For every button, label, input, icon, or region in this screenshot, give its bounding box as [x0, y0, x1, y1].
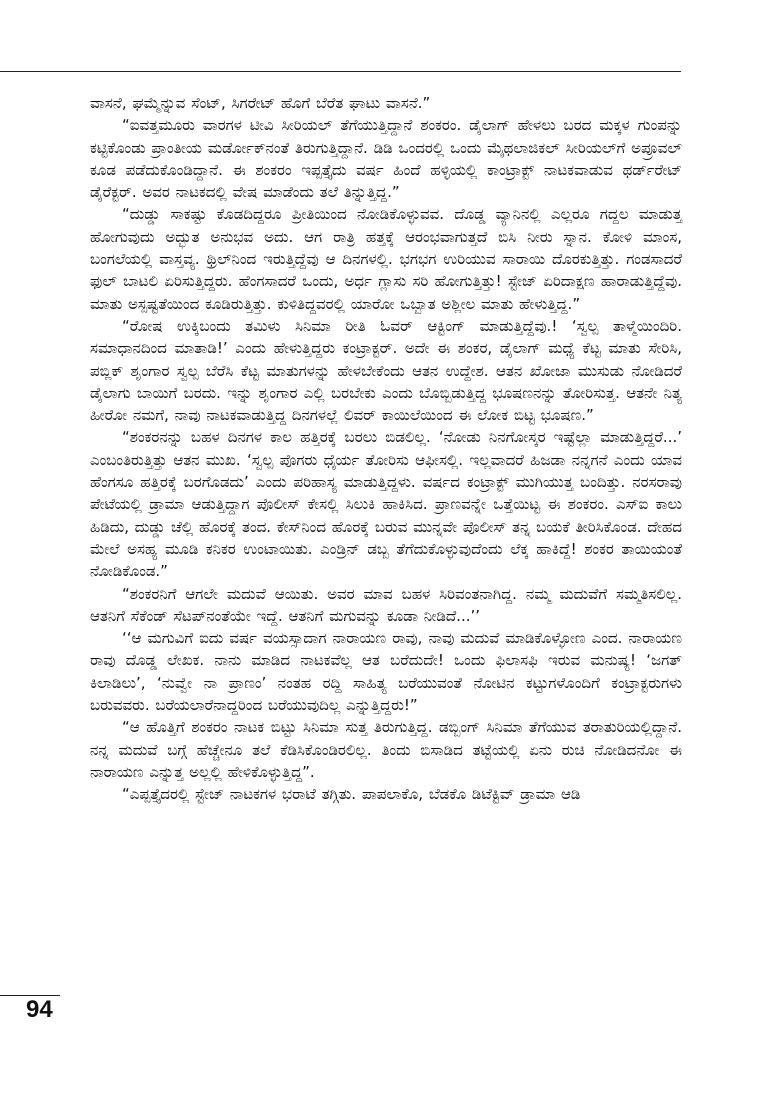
paragraph: “ಎಪ್ಪತ್ತೈದರಲ್ಲಿ ಸ್ಟೇಜ್ ನಾಟಕಗಳ ಭರಾಟೆ ತಗ್ಗಿತು. ಪಾಪಲಾಕೊ, ಬೆಡಕೊ ಡಿಟೆಕ್ಟಿವ್ ಡ್ರಾಮಾ ಆಡಿ [122, 785, 581, 804]
paragraph: “ರೋಷ ಉಕ್ಕಿಬಂದು ತಮಿಳು ಸಿನಿಮಾ ರೀತಿ ಓವರ್ ಆಕ್ಟಿಂಗ್ ಮಾಡುತ್ತಿದ್ದೆವು.! ‘ಸ್ವಲ್ಪ ತಾಳ್ಮೆಯಿಂದಿರಿ. ಸಮಾಧಾನದಿಂದ ಮಾತಾಡಿ!’ ಎಂದು ಹೇಳುತ್ತಿದ್ದರು ಕಂಟ್ರಾಕ್ಟರ್. ಅದೇ ಈ ಶಂಕರ, ಡೈಲಾಗ್ ಮಧ್ಯೆ ಕೆಟ್ಟ ಮಾತು ಸೇರಿಸಿ, ಪಬ್ಲಿಕ್ ಶೃಂಗಾರ ಸ್ವಲ್ಪ ಬೆರೆಸಿ ಕೆಟ್ಟ ಮಾತುಗಳನ್ನು ಹೇಳಬೇಕೆಂದು ಆತನ ಉದ್ದೇಶ. ಆತನ ಖೋಜಾ ಮುಸುಡು ನೋಡಿದರೆ ಡೈಲಾಗು ಬಾಯಿಗೆ ಬರದು. ಇನ್ನು ಶೃಂಗಾರ ಎಲ್ಲಿ ಬರಬೇಕು ಎಂದು ಬೊಬ್ಬಿಡುತ್ತಿದ್ದ ಭೂಷಣನನ್ನು ತೋರಿಸುತ್ತ. ಆತನೇ ನಿತ್ಯ ಹೀರೋ ನಮಗೆ, ನಾವು ನಾಟಕವಾಡುತ್ತಿದ್ದ ದಿನಗಳಲ್ಲೆ ಲಿವರ್ ಕಾಯಿಲೆಯಿಂದ ಈ ಲೋಕ ಬಿಟ್ಟ ಭೂಷಣ.” [90, 316, 682, 425]
paragraph: “ಆ ಹೊತ್ತಿಗೆ ಶಂಕರಂ ನಾಟಕ ಬಿಟ್ಟು ಸಿನಿಮಾ ಸುತ್ತ ತಿರುಗುತ್ತಿದ್ದ. ಡಬ್ಬಿಂಗ್ ಸಿನಿಮಾ ತೆಗೆಯುವ ತರಾತುರಿಯಲ್ಲಿದ್ದಾನೆ. ನನ್ನ ಮದುವೆ ಬಗ್ಗೆ ಹೆಚ್ಚೇನೂ ತಲೆ ಕೆಡಿಸಿಕೊಂಡಿರಲಿಲ್ಲ. ತಿಂದು ಬಿಸಾಡಿದ ತಟ್ಟೆಯಲ್ಲಿ ಏನು ರುಚಿ ನೋಡಿದನೋ ಈ ನಾರಾಯಣ ಎನ್ನುತ್ತ ಅಲ್ಲಲ್ಲಿ ಹೇಳಿಕೊಳ್ಳುತ್ತಿದ್ದ”. [90, 718, 682, 781]
page-number: 94 [26, 996, 53, 1023]
paragraph: “ದುಡ್ಡು ಸಾಕಷ್ಟು ಕೊಡದಿದ್ದರೂ ಪ್ರೀತಿಯಿಂದ ನೋಡಿಕೊಳ್ಳುವವ. ದೊಡ್ಡ ವ್ಯಾನಿನಲ್ಲಿ ಎಲ್ಲರೂ ಗದ್ದಲ ಮಾಡುತ್ತ ಹೋಗುವುದು ಅದ್ಭುತ ಅನುಭವ ಅದು. ಆಗ ರಾತ್ರಿ ಹತ್ತಕ್ಕೆ ಆರಂಭವಾಗುತ್ತದೆ ಬಿಸಿ ನೀರು ಸ್ನಾನ. ಕೋಳಿ ಮಾಂಸ, ಬಂಗಲೆಯಲ್ಲಿ ವಾಸ್ತವ್ಯ. ಥ್ರಿಲ್‌ನಿಂದ ಇರುತ್ತಿದ್ದೆವು ಆ ದಿನಗಳಲ್ಲಿ. ಭಗಭಗ ಉರಿಯುವ ಸಾರಾಯಿ ದೊರಕುತ್ತಿತ್ತು. ಗಂಡಸಾದರೆ ಫುಲ್ ಬಾಟಲಿ ಏರಿಸುತ್ತಿದ್ದರು. ಹೆಂಗಸಾದರೆ ಒಂದು, ಅರ್ಧ ಗ್ಲಾಸು ಸರಿ ಹೋಗುತ್ತಿತ್ತು! ಸ್ಟೇಜ್ ಏರಿದಾಕ್ಷಣ ಹಾರಾಡುತ್ತಿದ್ದೆವು. ಮಾತು ಅಸ್ಪಷ್ಟತೆಯಿಂದ ಕೂಡಿರುತ್ತಿತ್ತು. ಕುಳಿತಿದ್ದವರಲ್ಲಿ ಯಾರೋ ಒಬ್ಬಾತ ಅಶ್ಲೀಲ ಮಾತು ಹೇಳುತ್ತಿದ್ದ.” [90, 205, 682, 313]
header-rule [0, 71, 681, 72]
paragraph: “ಶಂಕರನಿಗೆ ಆಗಲೇ ಮದುವೆ ಆಯಿತು. ಅವರ ಮಾವ ಬಹಳ ಸಿರಿವಂತನಾಗಿದ್ದ. ನಮ್ಮ ಮದುವೆಗೆ ಸಮ್ಮತಿಸಲಿಲ್ಲ. ಆತನಿಗೆ ಸೆಕೆಂಡ್ ಸೆಟಪ್‌ನಂತೆಯೇ ಇದ್ದೆ. ಆತನಿಗೆ ಮಗುವನ್ನು ಕೂಡಾ ನೀಡಿದೆ...’’ [90, 584, 682, 625]
body-text [90, 92, 682, 806]
paragraph: ವಾಸನೆ, ಘಮ್ಮೆನ್ನುವ ಸೆಂಟ್, ಸಿಗರೇಟ್ ಹೊಗೆ ಬೆರೆತ ಘಾಟು ವಾಸನೆ.” [90, 94, 431, 112]
paragraph: “ಶಂಕರನನ್ನು ಬಹಳ ದಿನಗಳ ಕಾಲ ಹತ್ತಿರಕ್ಕೆ ಬರಲು ಬಿಡಲಿಲ್ಲ. ‘ನೋಡು ನಿನಗೋಸ್ಕರ ಇಷ್ಟೆಲ್ಲಾ ಮಾಡುತ್ತಿದ್ದರೆ...’ ಎಂಬಂತಿರುತ್ತಿತ್ತು ಆತನ ಮುಖ. ‘ಸ್ವಲ್ಪ ಪೊಗರು ಧೈರ್ಯ ತೋರಿಸು ಆಫೀಸಲ್ಲಿ. ಇಲ್ಲವಾದರೆ ಹಿಜಡಾ ನನ್ನಗನೆ ಎಂದು ಯಾವ ಹೆಂಗಸೂ ಹತ್ತಿರಕ್ಕೆ ಬರಗೊಡದು’ ಎಂದು ಪರಿಹಾಸ್ಯ ಮಾಡುತ್ತಿದ್ದಳು. ವರ್ಷದ ಕಂಟ್ರಾಕ್ಟ್ ಮುಗಿಯುತ್ತ ಬಂದಿತ್ತು. ನರಸರಾವು ಪೇಟೆಯಲ್ಲಿ ಡ್ರಾಮಾ ಆಡುತ್ತಿದ್ದಾಗ ಪೊಲೀಸ್ ಕೇಸಲ್ಲಿ ಸಿಲುಕಿ ಹಾಕಿಸಿದ. ಪ್ರಾಣವನ್ನೇ ಒತ್ತೆಯಿಟ್ಟ ಈ ಶಂಕರಂ. ಎಸ್‌ಐ ಕಾಲು ಹಿಡಿದು, ದುಡ್ಡು ಚೆಲ್ಲಿ ಹೊರಕ್ಕೆ ತಂದ. ಕೇಸ್‌ನಿಂದ ಹೊರಕ್ಕೆ ಬರುವ ಮುನ್ನವೇ ಪೊಲೀಸ್ ತನ್ನ ಬಯಕೆ ತೀರಿಸಿಕೊಂಡ. ದೇಹದ ಮೇಲೆ ಅಸಹ್ಯ ಮೂಡಿ ಕನಿಕರ ಉಂಟಾಯಿತು. ಎಂಡ್ರಿನ್ ಡಬ್ಬ ತೆಗೆದುಕೊಳ್ಳುವುದೆಂದು ಲೆಕ್ಕ ಹಾಕಿದ್ದೆ! ಶಂಕರ ತಾಯಿಯಂತೆ ನೋಡಿಕೊಂಡ.” [90, 428, 682, 581]
paragraph: ‘‘ಆ ಮಗುವಿಗೆ ಐದು ವರ್ಷ ವಯಸ್ಸಾದಾಗ ನಾರಾಯಣ ರಾವು, ನಾವು ಮದುವೆ ಮಾಡಿಕೊಳ್ಳೋಣ ಎಂದ. ನಾರಾಯಣ ರಾವು ದೊಡ್ಡ ಲೇಖಕ. ನಾನು ಮಾಡಿದ ನಾಟಕವೆಲ್ಲ ಆತ ಬರೆದುದೇ! ಒಂದು ಫಿಲಾಸಫಿ ಇರುವ ಮನುಷ್ಯ! ‘ಜಗತ್ ಕಿಲಾಡಿಲು’, ‘ನುವ್ವೇ ನಾ ಪ್ರಾಣಂ’ ನಂತಹ ರದ್ದಿ ಸಾಹಿತ್ಯ ಬರೆಯುವಂತೆ ನೋಟಿನ ಕಟ್ಟುಗಳೊಂದಿಗೆ ಕಂಟ್ರಾಕ್ಟರುಗಳು ಬರುವವರು. ಬರೆಯಲಾರೆನಾದ್ದರಿಂದ ಬರೆಯುವುದಿಲ್ಲ ಎನ್ನುತ್ತಿದ್ದರು!” [90, 629, 682, 715]
paragraph: “ಐವತ್ತಮೂರು ವಾರಗಳ ಟೀವಿ ಸೀರಿಯಲ್ ತೆಗೆಯುತ್ತಿದ್ದಾನೆ ಶಂಕರಂ. ಡೈಲಾಗ್ ಹೇಳಲು ಬರದ ಮಕ್ಕಳ ಗುಂಪನ್ನು ಕಟ್ಟಿಕೊಂಡು ಪ್ರಾಂತೀಯ ಮರ್ಡೋಕ್‌ನಂತೆ ತಿರುಗುತ್ತಿದ್ದಾನೆ. ಡಿಡಿ ಒಂದರಲ್ಲಿ ಒಂದು ಮೈಥಲಾಜಿಕಲ್ ಸೀರಿಯಲ್‌ಗೆ ಅಪ್ರೂವಲ್ ಕೂಡ ಪಡೆದುಕೊಂಡಿದ್ದಾನೆ. ಈ ಶಂಕರಂ ಇಪ್ಪತ್ತೈದು ವರ್ಷ ಹಿಂದೆ ಹಳ್ಳಿಯಲ್ಲಿ ಕಾಂಟ್ರಾಕ್ಟ್ ನಾಟಕವಾಡುವ ಥರ್ಡ್‌ರೇಟ್ ಡೈರೆಕ್ಟರ್. ಅವರ ನಾಟಕದಲ್ಲಿ ವೇಷ ಮಾಡೆಂದು ತಲೆ ತಿನ್ನುತ್ತಿದ್ದ.” [90, 116, 682, 202]
